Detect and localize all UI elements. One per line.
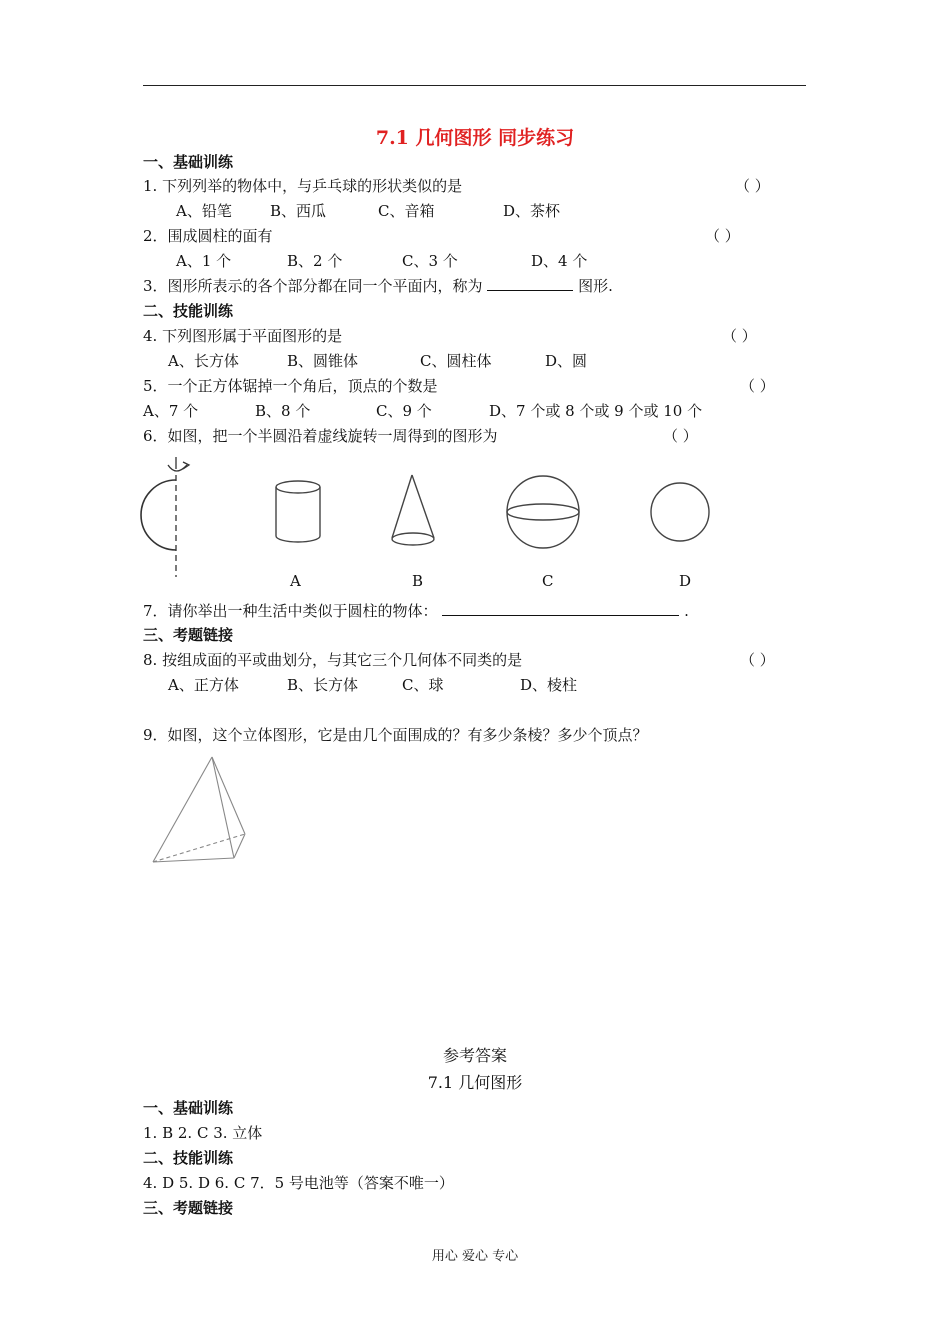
cylinder-figure	[272, 478, 324, 548]
question-6: 6．如图，把一个半圆沿着虚线旋转一周得到的图形为	[143, 427, 498, 445]
q7-text: 7．请你举出一种生活中类似于圆柱的物体：	[143, 602, 438, 620]
answers-section-skill: 二、技能训练	[143, 1149, 234, 1167]
tetrahedron-figure	[148, 754, 250, 866]
question-9: 9．如图，这个立体图形，它是由几个面围成的？有多少条棱？多少个顶点？	[143, 726, 648, 744]
q8-option-d: D、棱柱	[520, 676, 578, 694]
answers-section-exam: 三、考题链接	[143, 1199, 234, 1217]
q2-option-b: B、2 个	[287, 252, 343, 270]
q4-option-d: D、圆	[545, 352, 588, 370]
q2-option-a: A、1 个	[176, 252, 232, 270]
circle-figure	[648, 478, 712, 548]
q5-option-c: C、9 个	[376, 402, 432, 420]
figure-label-b: B	[412, 572, 424, 590]
question-5: 5．一个正方体锯掉一个角后，顶点的个数是	[143, 377, 438, 395]
q5-option-a: A、7 个	[143, 402, 199, 420]
q7-end: .	[684, 602, 689, 620]
q5-option-d: D、7 个或 8 个或 9 个或 10 个	[489, 402, 703, 420]
q2-option-c: C、3 个	[402, 252, 458, 270]
question-3	[143, 276, 613, 296]
answers-subheading: 7.1 几何图形	[427, 1073, 523, 1092]
answers-section-basic: 一、基础训练	[143, 1099, 234, 1117]
q1-option-b: B、西瓜	[270, 202, 327, 220]
section-heading-basic: 一、基础训练	[143, 153, 234, 171]
answer-paren-8: （ ）	[740, 651, 775, 669]
section-heading-skill: 二、技能训练	[143, 302, 234, 320]
cone-figure	[388, 472, 440, 552]
answers-line-1: 1. B 2. C 3. 立体	[143, 1124, 263, 1142]
q1-option-d: D、茶杯	[503, 202, 561, 220]
question-4: 4. 下列图形属于平面图形的是	[143, 327, 343, 345]
q8-option-b: B、长方体	[287, 676, 359, 694]
sphere-figure	[503, 472, 583, 554]
question-1: 1. 下列列举的物体中，与乒乓球的形状类似的是	[143, 177, 463, 195]
question-2: 2．围成圆柱的面有	[143, 227, 273, 245]
q3-blank[interactable]	[487, 276, 573, 291]
q1-option-c: C、音箱	[378, 202, 435, 220]
question-8: 8. 按组成面的平或曲划分，与其它三个几何体不同类的是	[143, 651, 523, 669]
question-7	[143, 601, 689, 621]
answer-paren-6: （ ）	[663, 427, 698, 445]
answer-paren-1: （ ）	[735, 177, 770, 195]
q4-option-a: A、长方体	[168, 352, 239, 370]
q1-option-a: A、铅笔	[176, 202, 232, 220]
q3-text-a: 3．图形所表示的各个部分都在同一个平面内，称为	[143, 277, 483, 295]
q7-blank[interactable]	[442, 601, 679, 616]
answer-paren-4: （ ）	[722, 327, 757, 345]
q8-option-a: A、正方体	[168, 676, 239, 694]
figure-label-d: D	[679, 572, 692, 590]
answers-heading: 参考答案	[442, 1046, 507, 1065]
answer-paren-5: （ ）	[740, 377, 775, 395]
figure-label-a: A	[290, 572, 301, 590]
header-rule	[143, 85, 806, 86]
half-circle-rotation-figure	[140, 455, 200, 580]
section-heading-exam: 三、考题链接	[143, 626, 234, 644]
answer-paren-2: （ ）	[705, 227, 740, 245]
q3-text-b: 图形.	[578, 277, 613, 295]
page-title: 7.1 几何图形 同步练习	[375, 127, 575, 149]
q4-option-c: C、圆柱体	[420, 352, 492, 370]
page-footer: 用心 爱心 专心	[431, 1249, 519, 1264]
q2-option-d: D、4 个	[531, 252, 588, 270]
answers-line-2: 4. D 5. D 6. C 7．5 号电池等（答案不唯一）	[143, 1174, 454, 1192]
q8-option-c: C、球	[402, 676, 444, 694]
q4-option-b: B、圆锥体	[287, 352, 359, 370]
q5-option-b: B、8 个	[255, 402, 311, 420]
figure-label-c: C	[542, 572, 554, 590]
